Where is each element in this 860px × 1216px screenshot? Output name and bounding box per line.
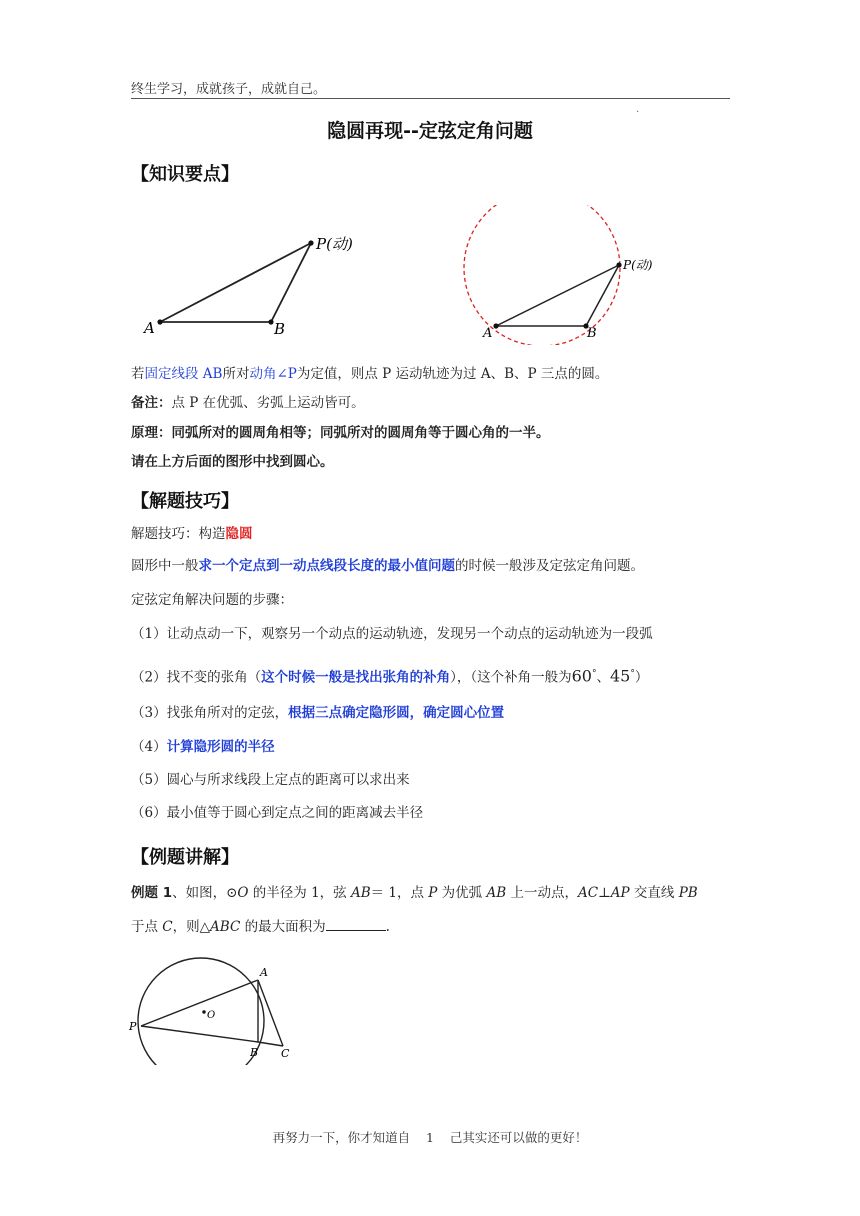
point-p bbox=[616, 262, 621, 267]
knowledge-note: 备注：点 P 在优弧、劣弧上运动皆可。 bbox=[131, 395, 365, 411]
label-p: P(动) bbox=[316, 235, 353, 253]
page-title: 隐圆再现--定弦定角问题 bbox=[327, 120, 533, 142]
example-1-line-1: 例题 1、如图，⊙O 的半径为 1，弦 AB＝ 1，点 P 为优弧 AB 上一动点，AC⊥AP 交直线 PB bbox=[131, 885, 698, 901]
circle-o bbox=[138, 958, 264, 1065]
knowledge-principle: 原理：同弧所对的圆周角相等；同弧所对的圆周角等于圆心角的一半。 bbox=[131, 425, 550, 441]
page-footer: 再努力一下，你才知道自 1 己其实还可以做的更好！ bbox=[272, 1130, 588, 1145]
label-p: P bbox=[129, 1020, 137, 1033]
step-2: （2）找不变的张角（这个时候一般是找出张角的补角），（这个补角一般为60°、45°） bbox=[131, 666, 649, 686]
point-p bbox=[308, 240, 313, 245]
label-b: B bbox=[587, 326, 597, 341]
page-number: 1 bbox=[426, 1130, 434, 1145]
triangle-lines bbox=[496, 265, 619, 326]
label-o: O bbox=[207, 1010, 216, 1021]
header-divider bbox=[131, 98, 730, 99]
hidden-circle bbox=[464, 205, 620, 345]
label-b: B bbox=[274, 320, 286, 338]
section-heading-knowledge: 【知识要点】 bbox=[131, 164, 239, 185]
label-c: C bbox=[281, 1047, 290, 1060]
label-a: A bbox=[144, 319, 155, 337]
label-b: B bbox=[250, 1046, 259, 1059]
header-motto: 终生学习，成就孩子，成就自己。 bbox=[131, 82, 327, 97]
label-a: A bbox=[260, 966, 268, 979]
step-5: （5）圆心与所求线段上定点的距离可以求出来 bbox=[131, 772, 410, 788]
step-1: （1）让动点动一下，观察另一个动点的运动轨迹，发现另一个动点的运动轨迹为一段弧 bbox=[131, 626, 653, 642]
step-4: （4）计算隐形圆的半径 bbox=[131, 739, 275, 755]
section-heading-examples: 【例题讲解】 bbox=[131, 847, 239, 868]
label-p: P(动) bbox=[623, 258, 653, 272]
tip-line: 解题技巧：构造隐圆 bbox=[131, 526, 253, 542]
point-b bbox=[268, 319, 273, 324]
figure-example-1 bbox=[125, 950, 300, 1065]
knowledge-ask: 请在上方后面的图形中找到圆心。 bbox=[131, 454, 334, 470]
example-1-line-2: 于点 C，则△ABC 的最大面积为 . bbox=[131, 916, 390, 937]
center-o bbox=[202, 1010, 205, 1013]
triangle-lines bbox=[160, 243, 311, 322]
step-3: （3）找张角所对的定弦，根据三点确定隐形圆，确定圆心位置 bbox=[131, 705, 505, 721]
label-a: A bbox=[483, 326, 493, 341]
step-6: （6）最小值等于圆心到定点之间的距离减去半径 bbox=[131, 805, 424, 821]
steps-intro: 定弦定角解决问题的步骤： bbox=[131, 592, 293, 608]
tip-intro: 圆形中一般求一个定点到一动点线段长度的最小值问题的时候一般涉及定弦定角问题。 bbox=[131, 558, 644, 574]
hidden-circle-term: 隐圆 bbox=[225, 526, 253, 542]
point-a bbox=[157, 319, 162, 324]
fixed-segment-term: 固定线段 AB bbox=[144, 366, 223, 382]
section-heading-tips: 【解题技巧】 bbox=[131, 491, 239, 512]
moving-angle-term: 动角∠P bbox=[249, 366, 297, 382]
header-mark: . bbox=[636, 104, 640, 115]
knowledge-statement: 若固定线段 AB所对动角∠P为定值，则点 P 运动轨迹为过 A、B、P 三点的圆。 bbox=[131, 366, 609, 382]
answer-blank bbox=[326, 916, 386, 931]
point-a bbox=[493, 323, 498, 328]
figure-triangle-pab bbox=[140, 230, 370, 340]
example-1-label: 例题 1 bbox=[131, 885, 173, 901]
figure-hidden-circle bbox=[455, 205, 675, 345]
